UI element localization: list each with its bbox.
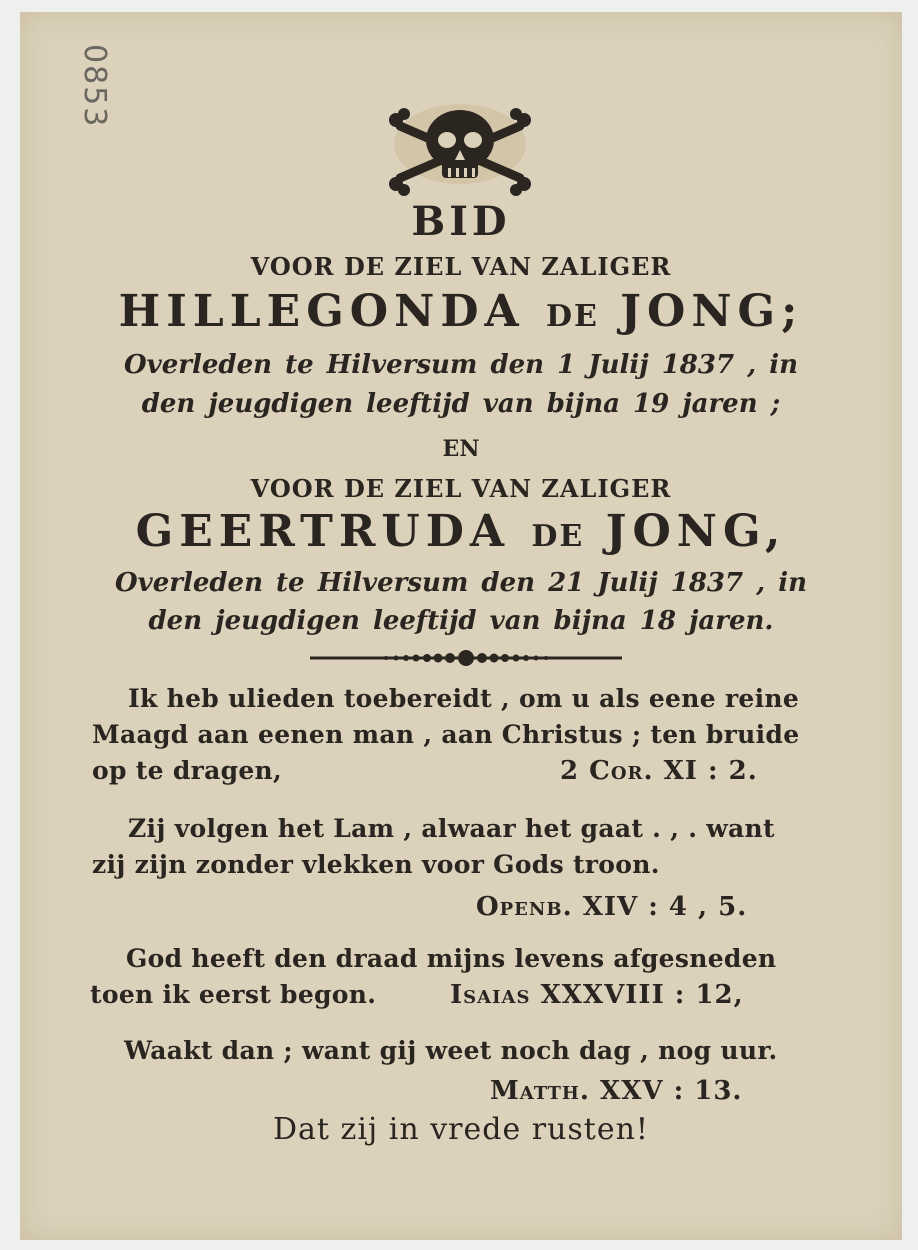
verse-3-ref-book: Isaias — [450, 980, 531, 1010]
verse-3-ref-num: XXXVIII : 12, — [540, 980, 744, 1010]
verse-2-ref-book: Openb. — [476, 892, 573, 922]
ornamental-divider — [310, 648, 622, 668]
verse-3-line-2: toen ik eerst begon. — [90, 980, 377, 1009]
verse-4-line-1: Waakt dan ; want gij weet noch dag , nog uur. — [124, 1036, 778, 1065]
verse-3-line-1: God heeft den draad mijns levens afgesneden — [126, 944, 777, 973]
verse-1-reference — [560, 756, 758, 786]
death-line-1b: den jeugdigen leeftijd van bijna 19 jaren ; — [141, 389, 781, 419]
verse-3-reference — [450, 980, 744, 1010]
verse-2-line-2: zij zijn zonder vlekken voor Gods troon. — [92, 850, 660, 879]
death-line-1a: Overleden te Hilversum den 1 Julij 1837 , in — [123, 350, 798, 380]
conjunction: EN — [442, 436, 480, 462]
prefix-2: VOOR DE ZIEL VAN ZALIGER — [250, 474, 672, 503]
skull-and-crossbones-icon — [382, 100, 538, 196]
verse-4-reference — [490, 1076, 742, 1106]
verse-4-ref-book: Matth. — [490, 1076, 590, 1106]
memorial-card — [20, 12, 902, 1240]
verse-4-ref-num: XXV : 13. — [600, 1076, 743, 1106]
name-2 — [20, 506, 902, 557]
verse-1-line-3: op te dragen, — [92, 756, 283, 785]
closing-prayer: Dat zij in vrede rusten! — [272, 1112, 649, 1147]
last-name-2: JONG, — [605, 506, 787, 557]
last-name-1: JONG; — [620, 286, 804, 337]
verse-1-line-2: Maagd aan eenen man , aan Christus ; ten bruide — [92, 720, 800, 749]
verse-1-line-1: Ik heb ulieden toebereidt , om u als eene reine — [128, 684, 800, 713]
name-1 — [20, 286, 902, 337]
heading: BID — [411, 198, 511, 245]
particle-2: DE — [531, 519, 585, 554]
verse-1-ref-num: XI : 2. — [663, 756, 758, 786]
verse-2-ref-num: XIV : 4 , 5. — [582, 892, 748, 922]
verse-2-reference — [476, 892, 747, 922]
first-name-2: GEERTRUDA — [135, 506, 511, 557]
verse-1-ref-book: 2 Cor. — [560, 756, 654, 786]
particle-1: DE — [545, 299, 599, 334]
handwritten-catalog-number: 0853 — [77, 44, 112, 129]
death-line-2a: Overleden te Hilversum den 21 Julij 1837 , in — [114, 568, 808, 598]
death-line-2b: den jeugdigen leeftijd van bijna 18 jaren. — [148, 606, 774, 636]
prefix-1: VOOR DE ZIEL VAN ZALIGER — [250, 252, 672, 281]
verse-2-line-1: Zij volgen het Lam , alwaar het gaat . , . want — [128, 814, 775, 843]
first-name-1: HILLEGONDA — [118, 286, 525, 337]
